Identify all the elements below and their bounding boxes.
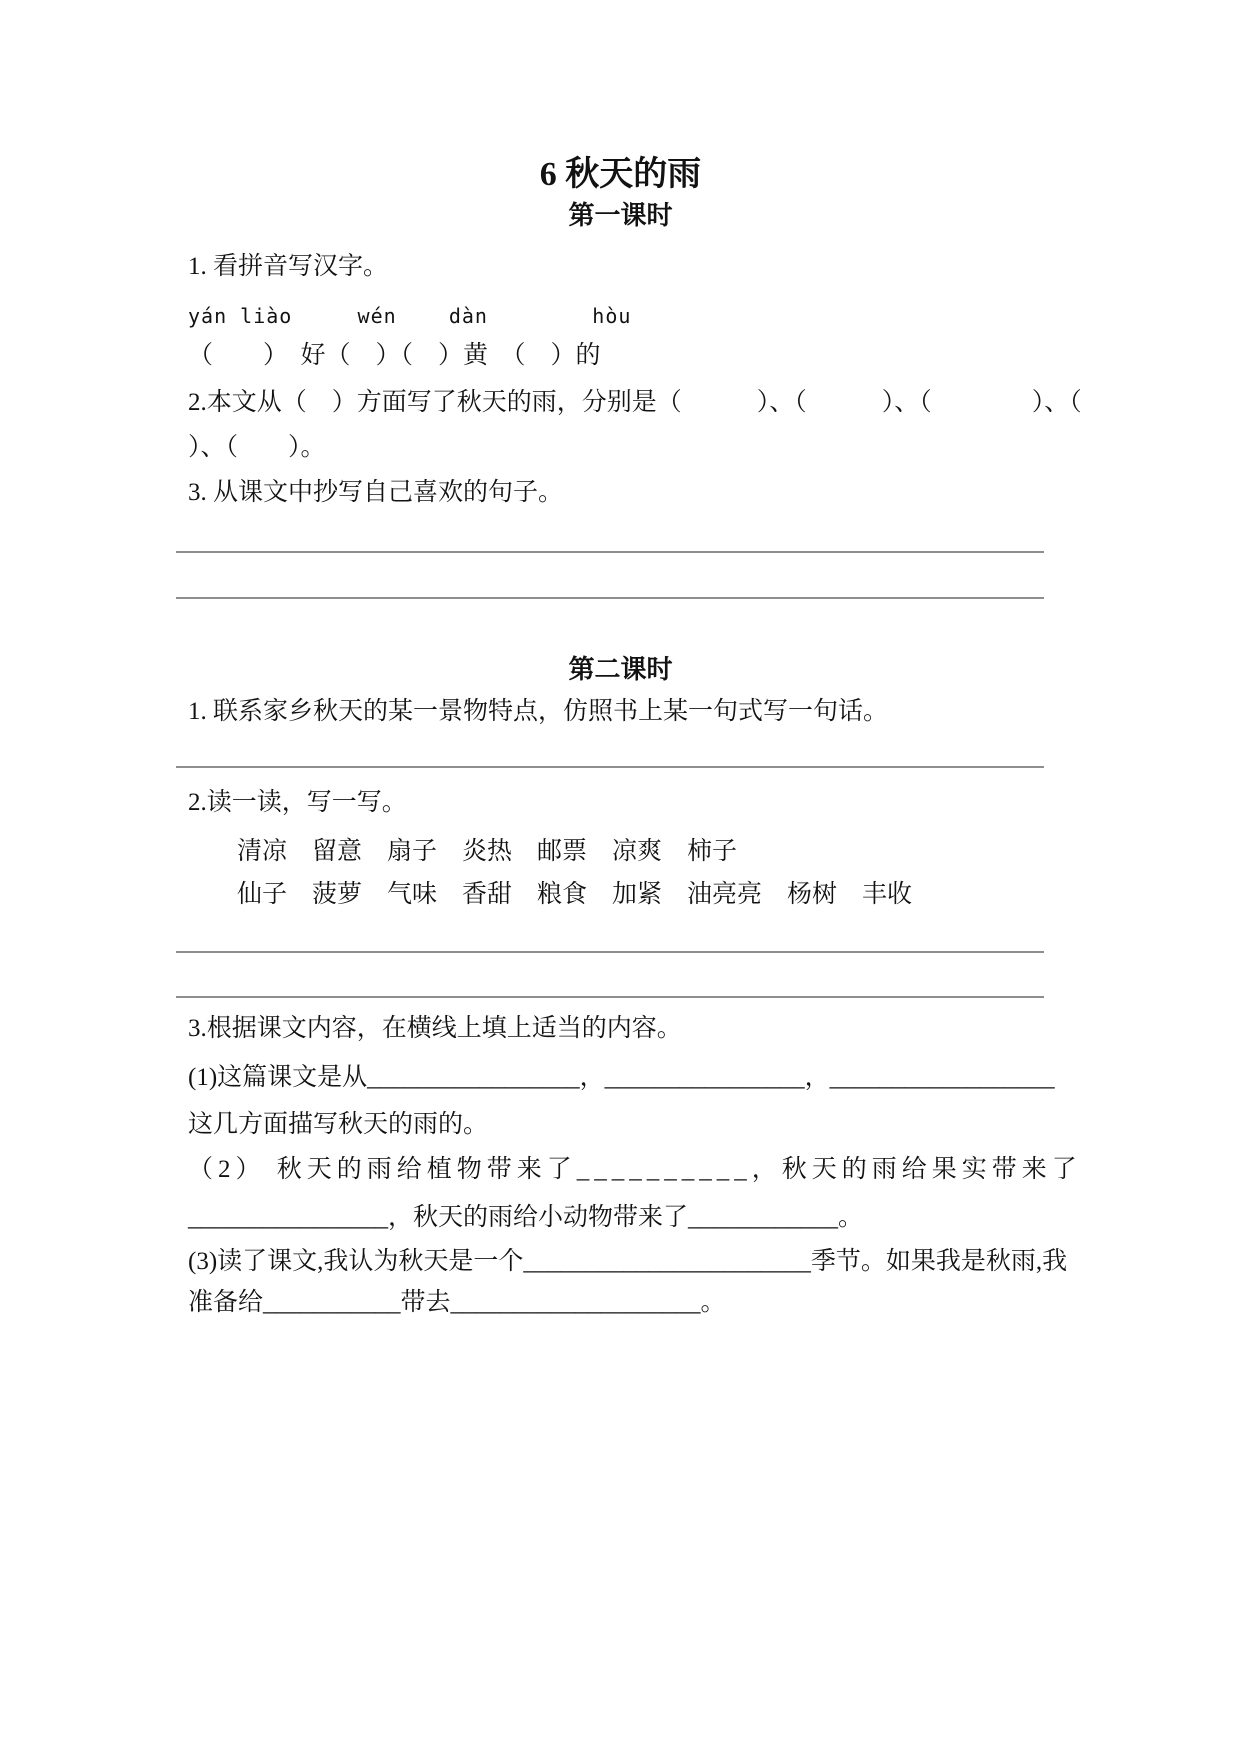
part2-question1-label: 1. 联系家乡秋天的某一景物特点，仿照书上某一句式写一句话。 [188, 698, 889, 725]
part2-question3-label: 3.根据课文内容，在横线上填上适当的内容。 [188, 1015, 682, 1042]
answer-line [176, 597, 1044, 599]
part1-heading: 第一课时 [568, 201, 673, 230]
part2-question2-word-list-row1: 清凉 留意 扇子 炎热 邮票 凉爽 柿子 [237, 838, 738, 865]
part2-question3-sub3-line2: 准备给___________带去____________________。 [188, 1289, 726, 1316]
answer-line [176, 551, 1044, 553]
part2-question3-sub2-line2: ________________，秋天的雨给小动物带来了____________。 [188, 1204, 864, 1231]
part1-question1-bracket-blanks: （ ） 好（ ）（ ）黄 （ ）的 [188, 342, 601, 369]
part1-question1-label: 1. 看拼音写汉字。 [188, 253, 389, 280]
part2-question3-sub2-line1: （2） 秋天的雨给植物带来了__________，秋天的雨给果实带来了 [188, 1156, 1082, 1183]
part1-question1-pinyin: yán liào wén dàn hòu [188, 304, 632, 328]
part2-question3-sub1-line2: 这几方面描写秋天的雨的。 [188, 1111, 489, 1138]
part2-heading: 第二课时 [568, 655, 673, 684]
part1-question2-line2: ）、（ ）。 [188, 434, 326, 461]
answer-line [176, 951, 1044, 953]
page-title: 6 秋天的雨 [539, 156, 702, 193]
part2-question2-label: 2.读一读，写一写。 [188, 789, 407, 816]
answer-line [176, 766, 1044, 768]
part1-question2-line1: 2.本文从（ ）方面写了秋天的雨，分别是（ ）、（ ）、（ ）、（ [188, 389, 1082, 416]
part2-question2-word-list-row2: 仙子 菠萝 气味 香甜 粮食 加紧 油亮亮 杨树 丰收 [237, 881, 913, 908]
part2-question3-sub1-line1: (1)这篇课文是从_________________，________________，__________________ [188, 1064, 1055, 1091]
part2-question3-sub3-line1: (3)读了课文,我认为秋天是一个_______________________季节。如果我是秋雨,我 [188, 1248, 1068, 1275]
answer-line [176, 996, 1044, 998]
part1-question3-label: 3. 从课文中抄写自己喜欢的句子。 [188, 479, 564, 506]
